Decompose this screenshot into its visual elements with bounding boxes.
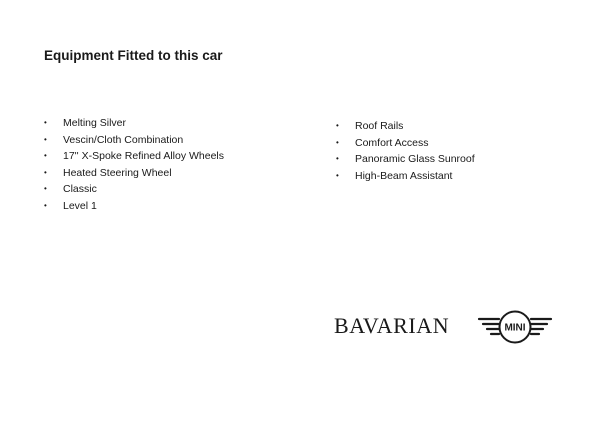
list-item: • Comfort Access xyxy=(336,135,475,152)
list-item: • Level 1 xyxy=(44,198,224,215)
equipment-list-right xyxy=(336,118,475,184)
list-item: • 17'' X-Spoke Refined Alloy Wheels xyxy=(44,148,224,165)
list-item: • Classic xyxy=(44,181,224,198)
list-item: • Panoramic Glass Sunroof xyxy=(336,151,475,168)
list-item: • Roof Rails xyxy=(336,118,475,135)
mini-logo-text: MINI xyxy=(504,322,526,334)
equipment-list-left xyxy=(44,115,224,215)
dealer-name: BAVARIAN xyxy=(334,313,450,338)
dealer-logo xyxy=(334,309,554,345)
list-item: • Melting Silver xyxy=(44,115,224,132)
list-item: • Heated Steering Wheel xyxy=(44,165,224,182)
page-title: Equipment Fitted to this car xyxy=(44,48,223,63)
list-item: • Vescin/Cloth Combination xyxy=(44,132,224,149)
list-item: • High-Beam Assistant xyxy=(336,168,475,185)
mini-wings-icon xyxy=(477,309,553,345)
